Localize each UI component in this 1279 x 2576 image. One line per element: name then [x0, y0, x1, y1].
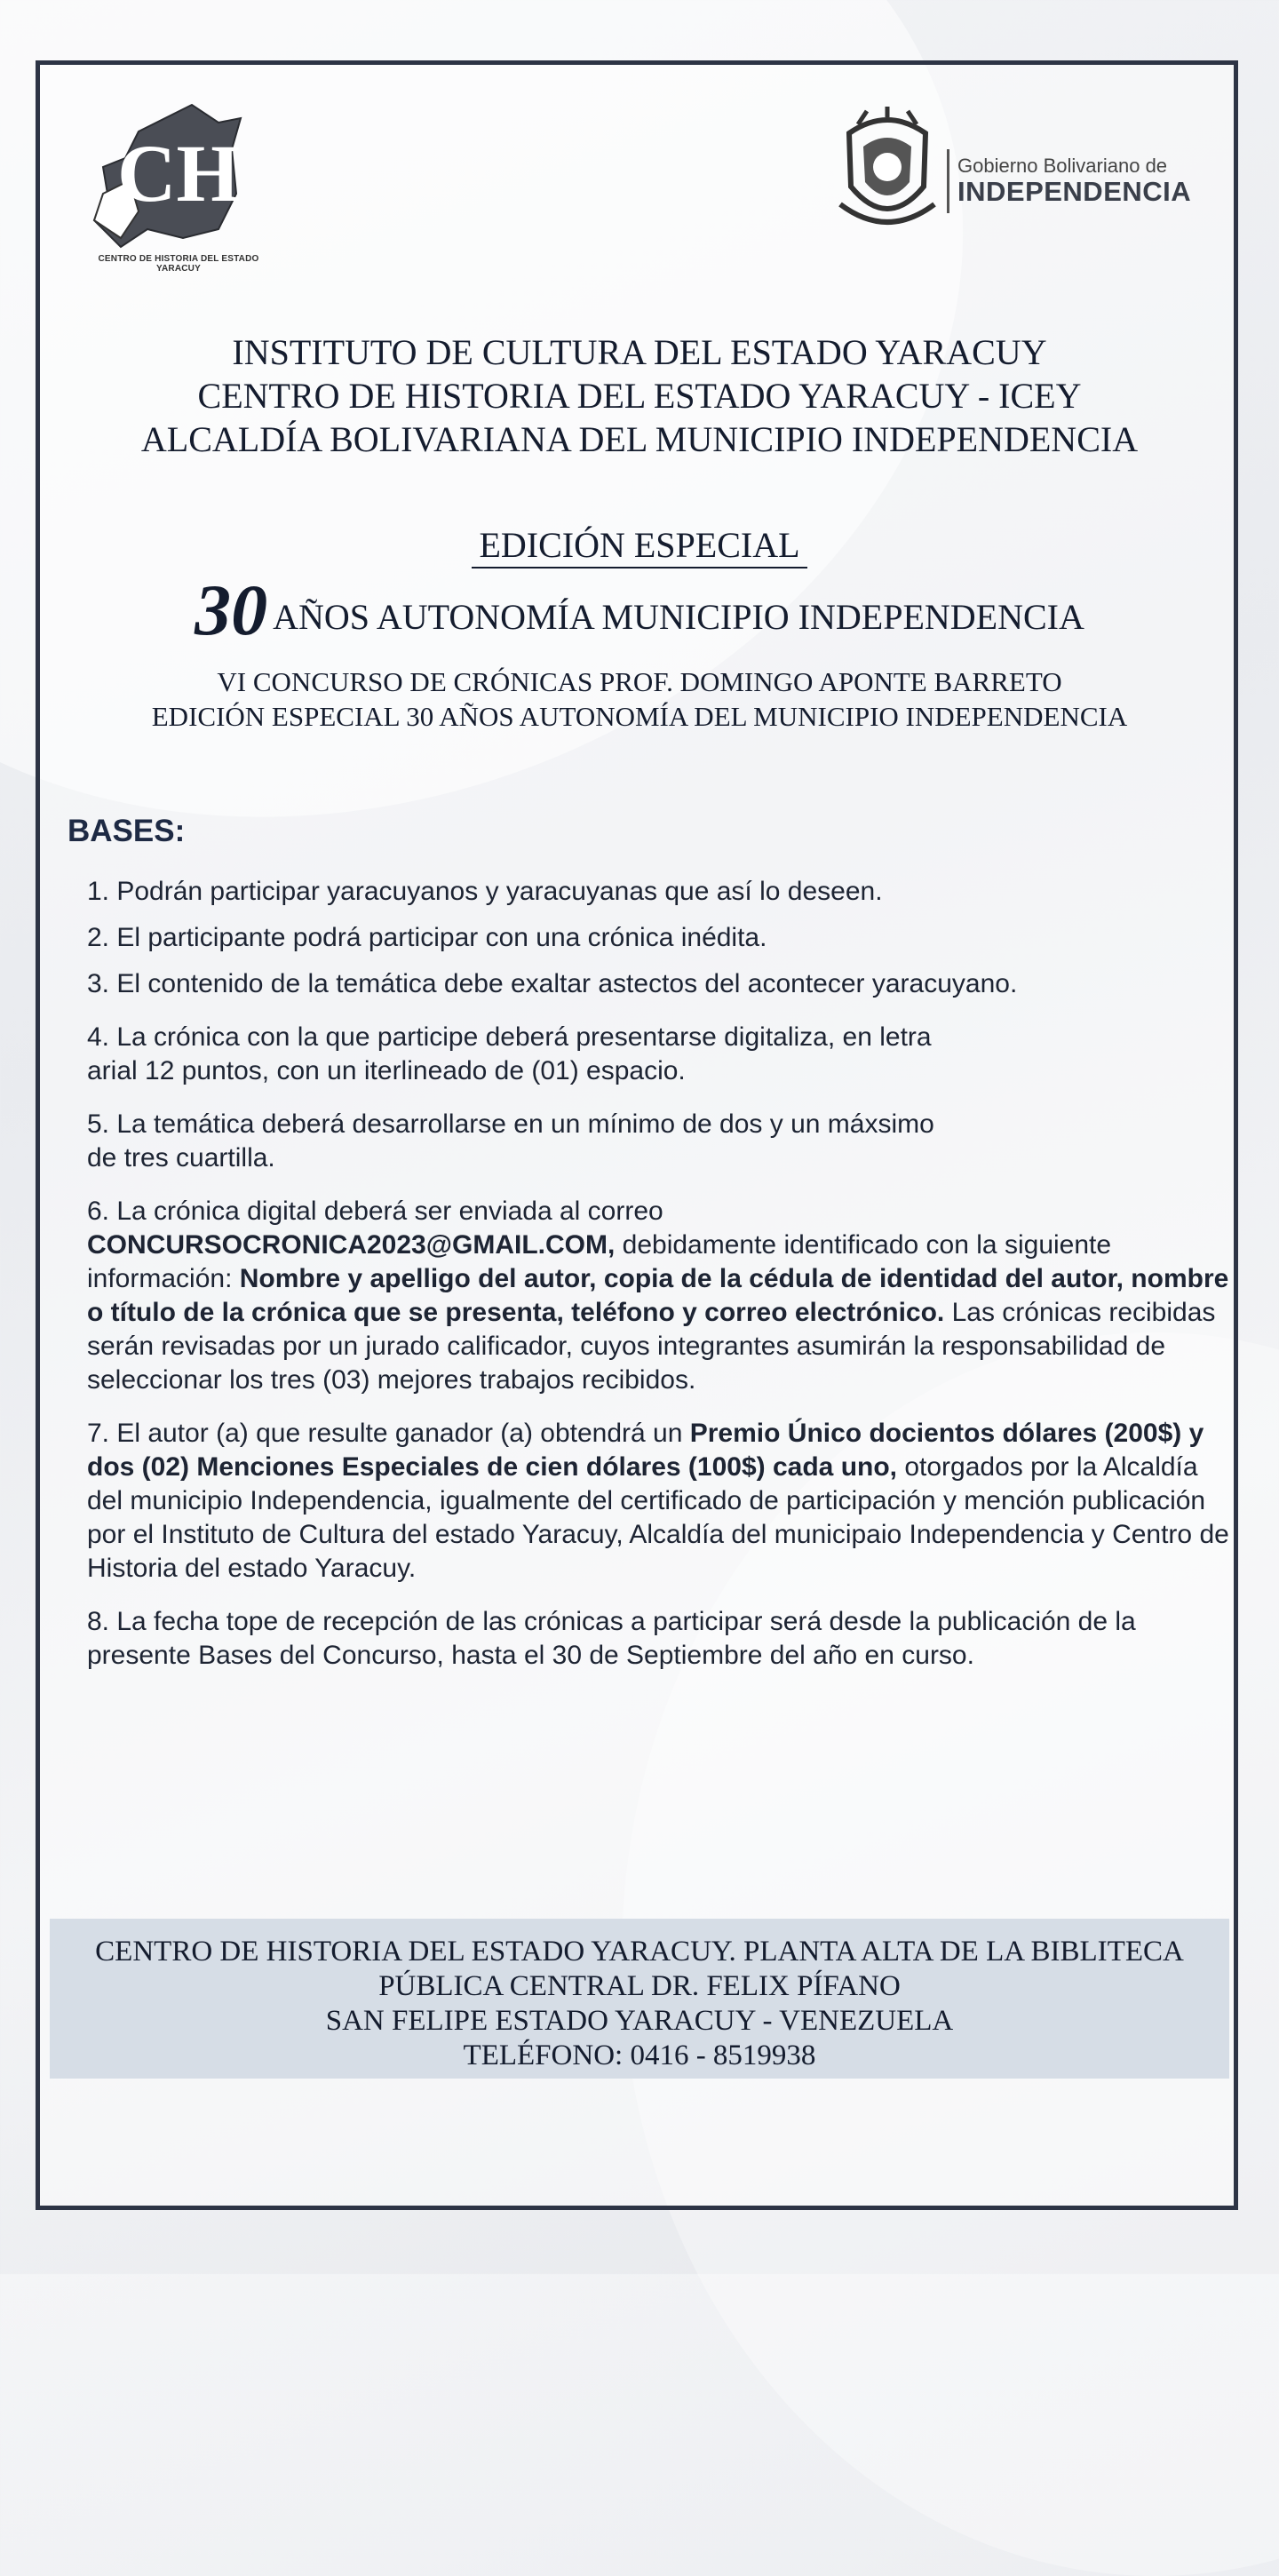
list-item: 7. El autor (a) que resulte ganador (a) obtendrá un Premio Único docientos dólares (200$) y dos (02) Menciones Especiales de cien dólares (100$) cada uno, otorgados por la Alcaldía del municipio Independencia, igualmente del certificado de participación y mención publicación por el Instituto de Cultura del estado Yaracuy, Alcaldía del municipaio Independencia y Centro de Historia del estado Yaracuy.: [87, 1419, 1229, 1583]
logo-separator: [947, 149, 949, 213]
list-item: 6. La crónica digital deberá ser enviada al correo CONCURSOCRONICA2023@GMAIL.COM, debidamente identificado con la siguiente información: Nombre y apelligo del autor, copia de la cédula de identidad del autor, nombre o título de la crónica que se presenta, teléfono y correo electrónico. Las crónicas recibidas serán revisadas por un jurado calificador, cuyos integrantes asumirán la responsabilidad de seleccionar los tres (03) mejores trabajos recibidos.: [87, 1197, 1229, 1395]
contest-subtitle: [53, 664, 1226, 734]
logo-caption: CENTRO DE HISTORIA DEL ESTADO YARACUY: [98, 254, 259, 274]
contest-email: CONCURSOCRONICA2023@GMAIL.COM,: [87, 1230, 616, 1260]
centro-historia-logo: [85, 96, 272, 274]
list-item: 2. El participante podrá participar con una crónica inédita.: [87, 923, 767, 952]
contact-footer: [50, 1919, 1229, 2079]
edition-label: EDICIÓN ESPECIAL: [53, 524, 1226, 566]
logo-line2: INDEPENDENCIA: [957, 176, 1192, 207]
footer-line: SAN FELIPE ESTADO YARACUY - VENEZUELA: [325, 2005, 954, 2037]
contest-line: VI CONCURSO DE CRÓNICAS PROF. DOMINGO APONTE BARRETO: [217, 666, 1062, 697]
logo-line1: Gobierno Bolivariano de: [957, 155, 1168, 177]
bases-heading: BASES:: [68, 814, 186, 848]
anniversary-text: AÑOS AUTONOMÍA MUNICIPIO INDEPENDENCIA: [273, 597, 1084, 637]
heading-line: INSTITUTO DE CULTURA DEL ESTADO YARACUY: [232, 332, 1047, 372]
footer-phone: TELÉFONO: 0416 - 8519938: [463, 2039, 816, 2071]
contest-line: EDICIÓN ESPECIAL 30 AÑOS AUTONOMÍA DEL MUNICIPIO INDEPENDENCIA: [151, 701, 1128, 732]
anniversary-title: [53, 568, 1226, 652]
yaracuy-map-icon: [85, 96, 272, 252]
svg-text:CH: CH: [117, 128, 240, 219]
anniversary-number: 30: [195, 569, 268, 650]
footer-line: PÚBLICA CENTRAL DR. FELIX PÍFANO: [378, 1970, 901, 2002]
heading-line: CENTRO DE HISTORIA DEL ESTADO YARACUY - ICEY: [197, 376, 1082, 416]
list-item: 8. La fecha tope de recepción de las crónicas a participar será desde la publicación de la presente Bases del Concurso, hasta el 30 de Septiembre del año en curso.: [87, 1607, 1136, 1670]
footer-line: CENTRO DE HISTORIA DEL ESTADO YARACUY. PLANTA ALTA DE LA BIBLITECA: [95, 1936, 1184, 1968]
coat-of-arms-icon: [831, 107, 943, 240]
list-item: 3. El contenido de la temática debe exaltar astectos del acontecer yaracuyano.: [87, 969, 1018, 998]
heading-line: ALCALDÍA BOLIVARIANA DEL MUNICIPIO INDEPENDENCIA: [140, 419, 1139, 459]
list-item: 4. La crónica con la que participe deberá presentarse digitaliza, en letra arial 12 puntos, con un iterlineado de (01) espacio.: [87, 1022, 932, 1085]
list-item: 5. La temática deberá desarrollarse en un mínimo de dos y un máxsimo de tres cuartilla.: [87, 1109, 934, 1173]
list-item: 1. Podrán participar yaracuyanos y yaracuyanas que así lo deseen.: [87, 877, 883, 906]
bases-list: [87, 875, 1233, 1692]
gobierno-independencia-logo: [831, 107, 1204, 240]
institutions-heading: [53, 330, 1226, 461]
